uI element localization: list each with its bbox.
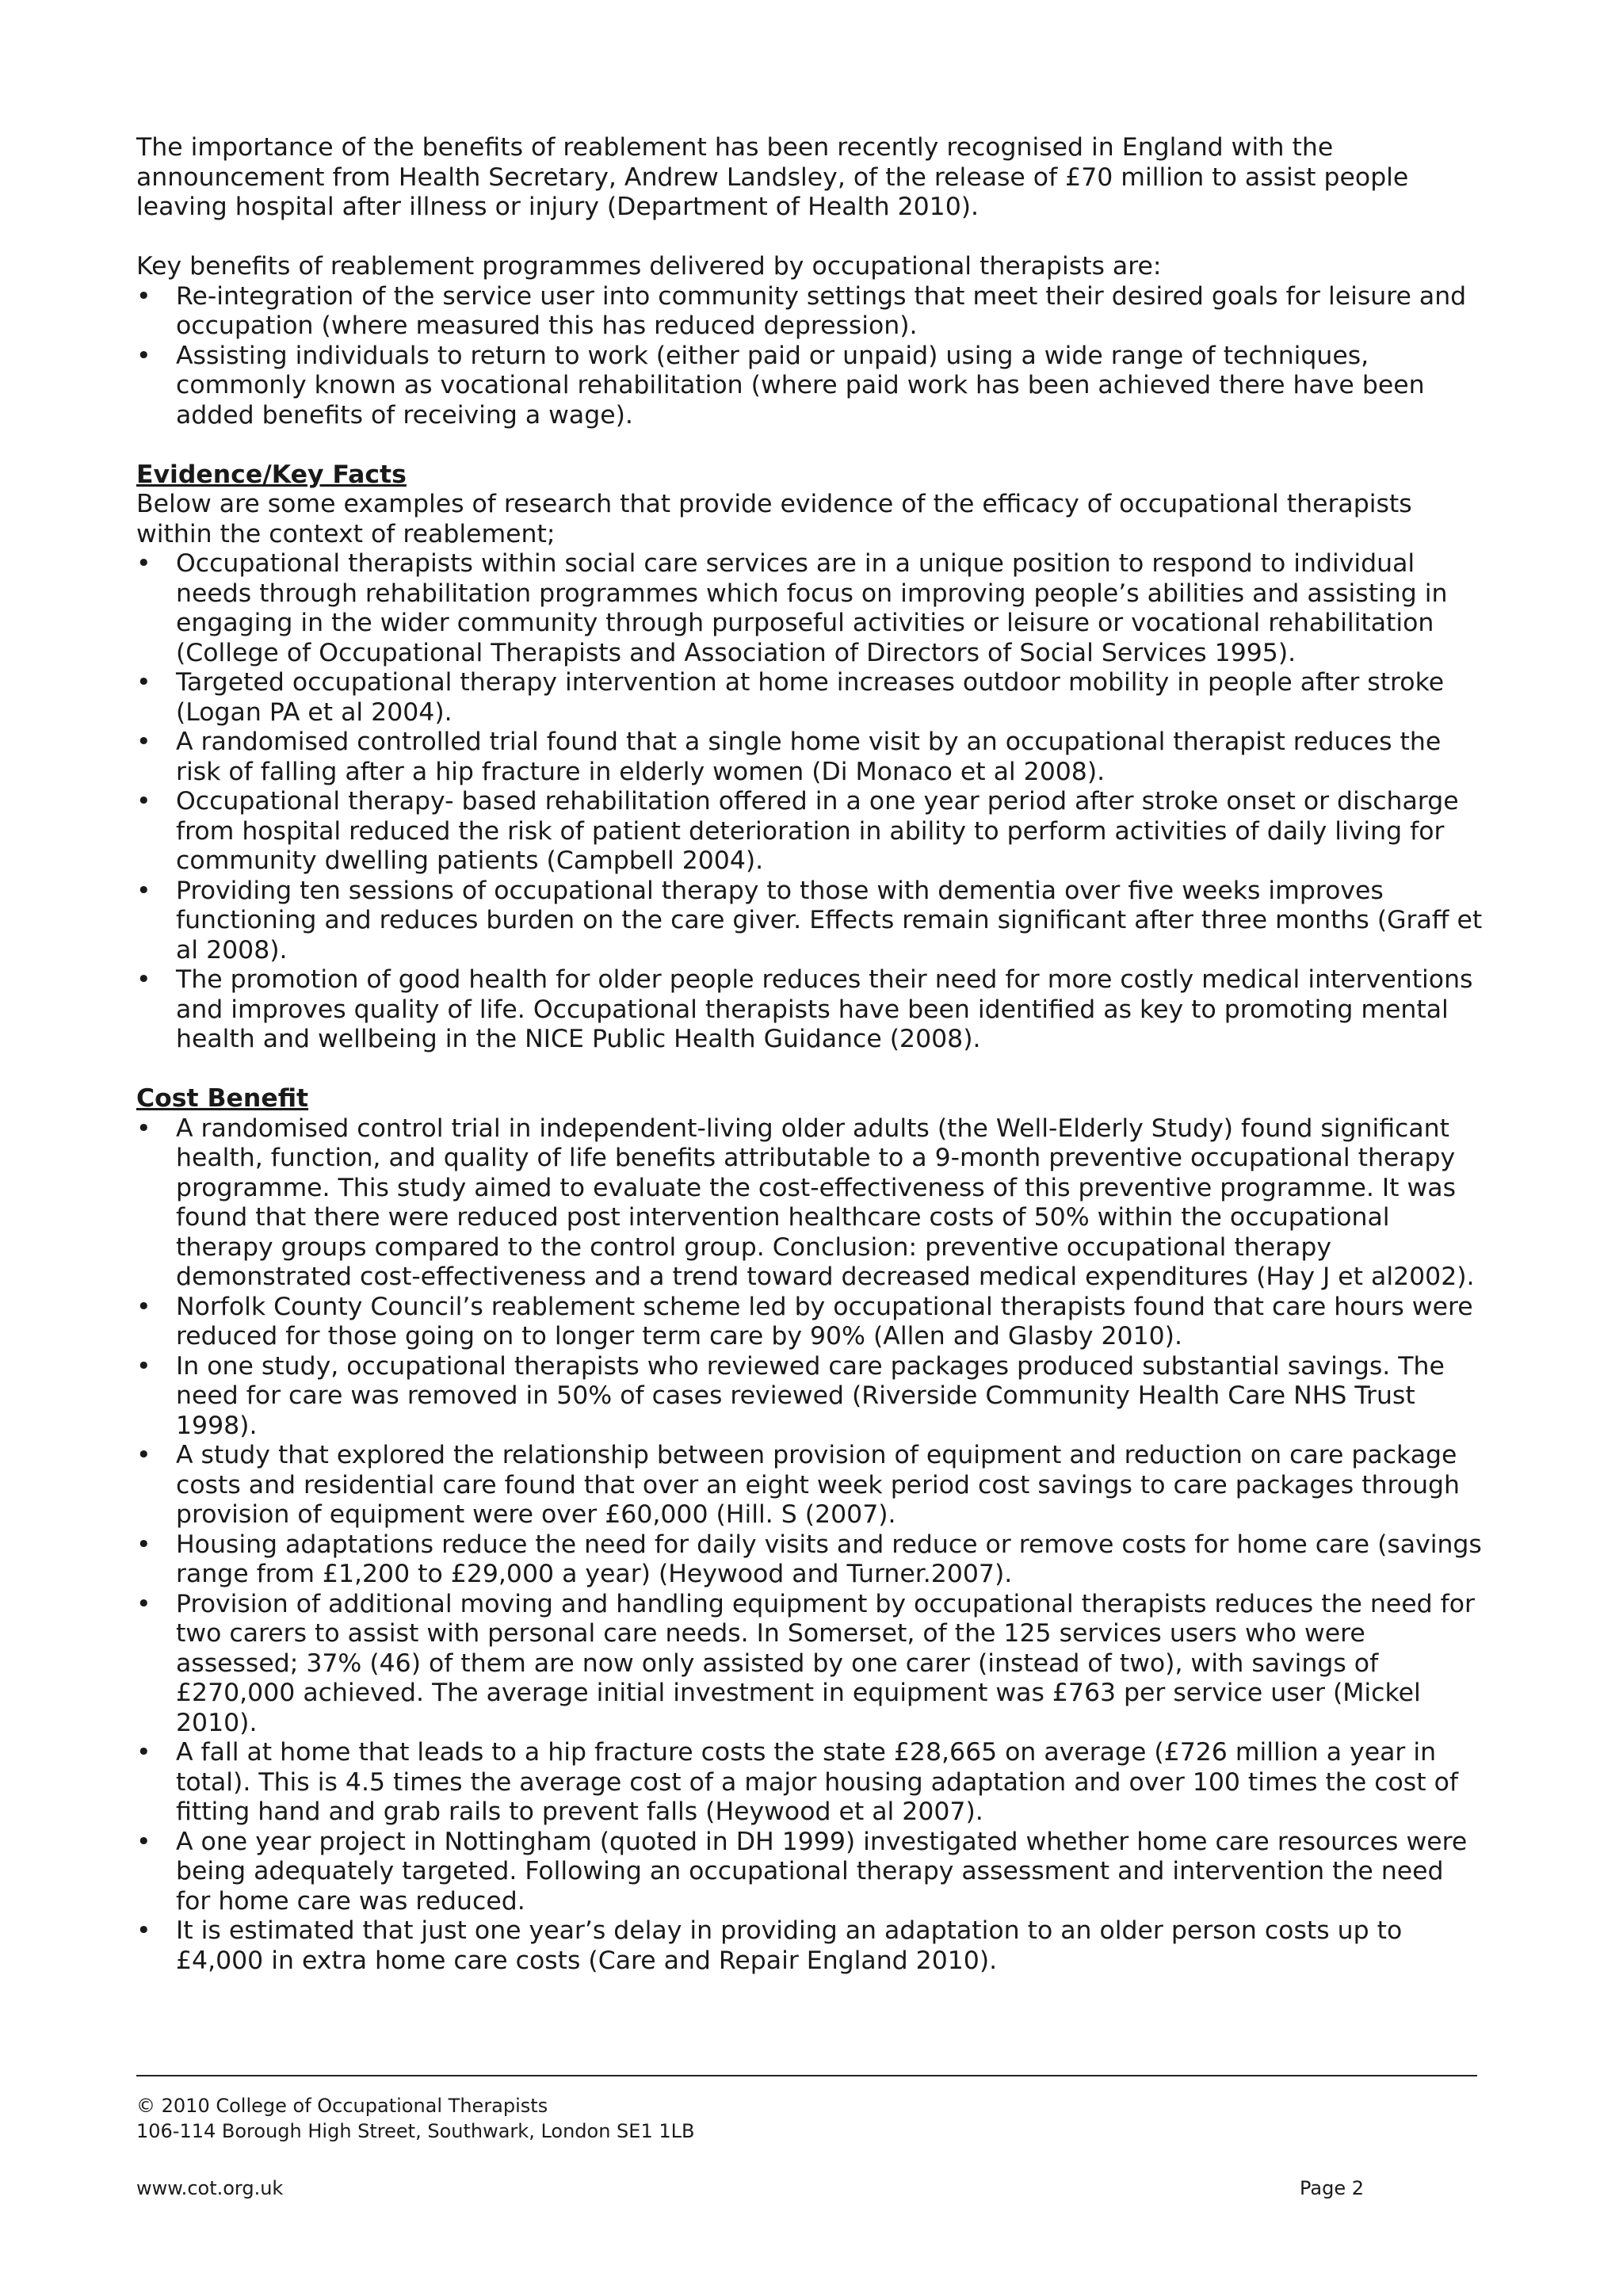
evidence-list (136, 549, 1484, 1055)
cost-benefit-heading: Cost Benefit (136, 1084, 309, 1113)
list-item: • A one year project in Nottingham (quoted in DH 1999) investigated whether home care resources were being adequately targeted. Following an occupational therapy assessment and intervention the need for home care was reduced. (136, 1828, 1484, 1917)
evidence-heading: Evidence/Key Facts (136, 460, 407, 489)
footer-website-link[interactable]: www.cot.org.uk (136, 2177, 284, 2199)
evidence-intro: Below are some examples of research that provide evidence of the efficacy of occupational therapists within the context of reablement; (136, 490, 1412, 548)
list-item: • Occupational therapy- based rehabilitation offered in a one year period after stroke onset or discharge from hospital reduced the risk of patient deterioration in ability to perform activities of daily living for community dwelling patients (Campbell 2004). (136, 787, 1484, 877)
list-item: • It is estimated that just one year’s delay in providing an adaptation to an older person costs up to £4,000 in extra home care costs (Care and Repair England 2010). (136, 1916, 1484, 1976)
footer-copyright: © 2010 College of Occupational Therapists (136, 2095, 548, 2117)
intro-paragraph: The importance of the benefits of reablement has been recently recognised in England with the announcement from Health Secretary, Andrew Landsley, of the release of £70 million to assist people leaving hospital after illness or injury (Department of Health 2010). (136, 133, 1409, 221)
list-item: • The promotion of good health for older people reduces their need for more costly medical interventions and improves quality of life. Occupational therapists have been identified as key to promoting mental health and wellbeing in the NICE Public Health Guidance (2008). (136, 965, 1484, 1055)
list-item: • Targeted occupational therapy intervention at home increases outdoor mobility in people after stroke (Logan PA et al 2004). (136, 668, 1484, 728)
list-item: • Housing adaptations reduce the need for daily visits and reduce or remove costs for home care (savings range from £1,200 to £29,000 a year) (Heywood and Turner.2007). (136, 1530, 1484, 1590)
list-item: • Assisting individuals to return to work (either paid or unpaid) using a wide range of techniques, commonly known as vocational rehabilitation (where paid work has been achieved there have been added benefits of receiving a wage). (136, 342, 1484, 431)
spacer (136, 430, 1484, 460)
list-item: • In one study, occupational therapists who reviewed care packages produced substantial savings. The need for care was removed in 50% of cases reviewed (Riverside Community Health Care NHS Trust 1998). (136, 1352, 1484, 1442)
list-item: • A randomised control trial in independent-living older adults (the Well-Elderly Study) found significant health, function, and quality of life benefits attributable to a 9-month preventive occupational therapy programme. This study aimed to evaluate the cost-effectiveness of this preventive programme. It was found that there were reduced post intervention healthcare costs of 50% within the occupational therapy groups compared to the control group. Conclusion: preventive occupational therapy demonstrated cost-effectiveness and a trend toward decreased medical expenditures (Hay J et al2002). (136, 1114, 1484, 1293)
spacer (136, 223, 1484, 253)
list-item: • Occupational therapists within social care services are in a unique position to respond to individual needs through rehabilitation programmes which focus on improving people’s abilities and assisting in engaging in the wider community through purposeful activities or leisure or vocational rehabilitation (College of Occupational Therapists and Association of Directors of Social Services 1995). (136, 549, 1484, 668)
list-item: • Re-integration of the service user into community settings that meet their desired goals for leisure and occupation (where measured this has reduced depression). (136, 282, 1484, 342)
document-body (136, 133, 1484, 1976)
footer-divider (136, 2075, 1477, 2076)
key-benefits-intro: Key benefits of reablement programmes delivered by occupational therapists are: (136, 252, 1162, 281)
spacer (136, 1055, 1484, 1085)
cost-benefit-list (136, 1114, 1484, 1977)
key-benefits-list (136, 282, 1484, 431)
list-item: • Provision of additional moving and handling equipment by occupational therapists reduces the need for two carers to assist with personal care needs. In Somerset, of the 125 services users who were assessed; 37% (46) of them are now only assisted by one carer (instead of two), with savings of £270,000 achieved. The average initial investment in equipment was £763 per service user (Mickel 2010). (136, 1590, 1484, 1739)
list-item: • A study that explored the relationship between provision of equipment and reduction on care package costs and residential care found that over an eight week period cost savings to care packages through provision of equipment were over £60,000 (Hill. S (2007). (136, 1441, 1484, 1530)
list-item: • Providing ten sessions of occupational therapy to those with dementia over five weeks improves functioning and reduces burden on the care giver. Effects remain significant after three months (Graff et al 2008). (136, 877, 1484, 966)
page-number: Page 2 (1300, 2177, 1364, 2199)
list-item: • Norfolk County Council’s reablement scheme led by occupational therapists found that care hours were reduced for those going on to longer term care by 90% (Allen and Glasby 2010). (136, 1293, 1484, 1352)
footer-address: 106-114 Borough High Street, Southwark, London SE1 1LB (136, 2120, 695, 2142)
list-item: • A randomised controlled trial found that a single home visit by an occupational therapist reduces the risk of falling after a hip fracture in elderly women (Di Monaco et al 2008). (136, 728, 1484, 787)
list-item: • A fall at home that leads to a hip fracture costs the state £28,665 on average (£726 million a year in total). This is 4.5 times the average cost of a major housing adaptation and over 100 times the cost of fitting hand and grab rails to prevent falls (Heywood et al 2007). (136, 1738, 1484, 1828)
